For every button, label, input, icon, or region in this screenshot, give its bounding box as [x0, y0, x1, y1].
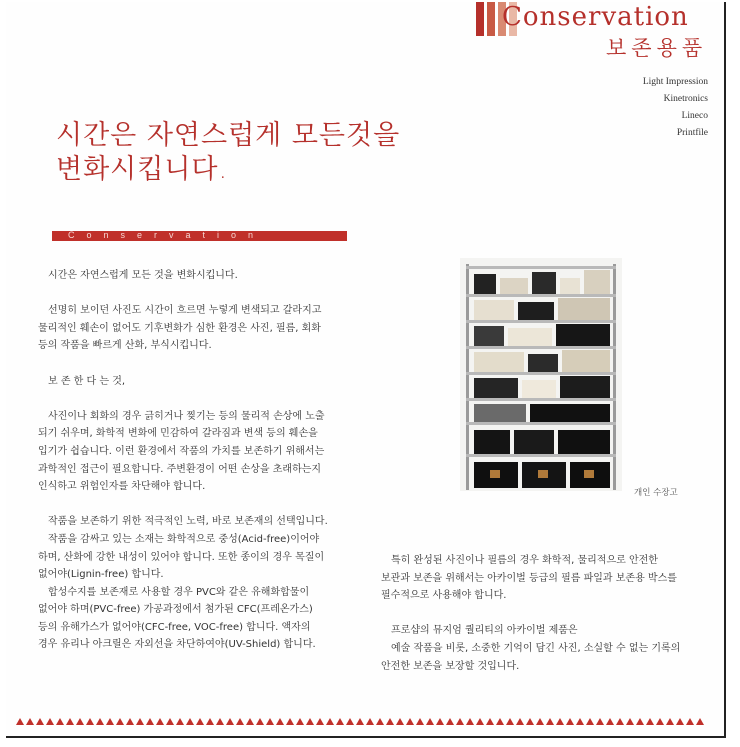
paragraph-line: 등의 작품을 빠르게 산화, 부식시킵니다. — [38, 340, 212, 352]
border-triangle — [16, 718, 24, 725]
paragraph-line: 선명히 보이던 사진도 시간이 흐르면 누렇게 변색되고 갈라지고 — [48, 305, 322, 317]
border-triangle — [586, 718, 594, 725]
border-triangle — [346, 718, 354, 725]
border-triangle — [306, 718, 314, 725]
border-triangle — [696, 718, 704, 725]
border-triangle — [96, 718, 104, 725]
border-triangle — [446, 718, 454, 725]
paragraph-line: 사진이나 회화의 경우 긁히거나 찢기는 등의 물리적 손상에 노출 — [48, 410, 325, 422]
border-triangle — [596, 718, 604, 725]
border-triangle — [566, 718, 574, 725]
paragraph-line: 없어야(Lignin-free) 합니다. — [38, 569, 164, 581]
border-triangle — [236, 718, 244, 725]
border-triangle — [486, 718, 494, 725]
border-triangle — [496, 718, 504, 725]
border-triangle — [556, 718, 564, 725]
paragraph-line: 인식하고 위험인자를 차단해야 합니다. — [38, 481, 206, 493]
border-triangle — [636, 718, 644, 725]
footer-triangle-border — [16, 718, 712, 726]
paragraph-line: 프로샵의 뮤지엄 퀄리티의 아카이벌 제품은 — [391, 625, 578, 637]
border-triangle — [56, 718, 64, 725]
subheading: 보 존 한 다 는 것, — [48, 375, 126, 387]
border-triangle — [46, 718, 54, 725]
border-triangle — [646, 718, 654, 725]
border-triangle — [366, 718, 374, 725]
border-triangle — [156, 718, 164, 725]
paragraph-line: 안전한 보존을 보장할 것입니다. — [381, 660, 520, 672]
border-triangle — [326, 718, 334, 725]
border-triangle — [626, 718, 634, 725]
border-triangle — [266, 718, 274, 725]
intro-sentence: 시간은 자연스럽게 모든 것을 변화시킵니다. — [48, 270, 238, 281]
brand-item: Lineco — [681, 111, 708, 121]
border-triangle — [196, 718, 204, 725]
border-triangle — [386, 718, 394, 725]
paragraph-line: 물리적인 훼손이 없어도 기후변화가 심한 환경은 사진, 필름, 회화 — [38, 322, 321, 334]
page-headline — [56, 119, 400, 187]
paragraph-line: 되기 쉬우며, 화학적 변화에 민감하여 갈라짐과 변색 등의 훼손을 — [38, 428, 318, 440]
border-triangle — [606, 718, 614, 725]
border-triangle — [686, 718, 694, 725]
brochure-page — [6, 2, 726, 738]
border-triangle — [676, 718, 684, 725]
paragraph-line: 특히 완성된 사진이나 필름의 경우 화학적, 물리적으로 안전한 — [391, 555, 658, 566]
border-triangle — [246, 718, 254, 725]
paragraph-line: 작품을 보존하기 위한 적극적인 노력, 바로 보존재의 선택입니다. — [48, 516, 328, 528]
border-triangle — [86, 718, 94, 725]
border-triangle — [466, 718, 474, 725]
border-triangle — [276, 718, 284, 725]
border-triangle — [116, 718, 124, 725]
brand-title-en: Conservation — [502, 2, 689, 32]
border-triangle — [376, 718, 384, 725]
border-triangle — [476, 718, 484, 725]
paragraph-line: 하며, 산화에 강한 내성이 있어야 합니다. 또한 종이의 경우 목질이 — [38, 551, 325, 563]
border-triangle — [226, 718, 234, 725]
border-triangle — [416, 718, 424, 725]
border-triangle — [536, 718, 544, 725]
border-triangle — [436, 718, 444, 725]
border-triangle — [406, 718, 414, 725]
border-triangle — [256, 718, 264, 725]
border-triangle — [336, 718, 344, 725]
border-triangle — [526, 718, 534, 725]
section-band-label: Conservation — [68, 230, 266, 240]
border-triangle — [356, 718, 364, 725]
brand-title-ko: 보존용품 — [606, 36, 708, 60]
border-triangle — [426, 718, 434, 725]
brand-item: Kinetronics — [663, 94, 708, 104]
paragraph-line: 보관과 보존을 위해서는 아카이벌 등급의 필름 파일과 보존용 박스를 — [381, 572, 677, 584]
border-triangle — [656, 718, 664, 725]
border-triangle — [66, 718, 74, 725]
border-triangle — [516, 718, 524, 725]
paragraph-line: 과학적인 접근이 필요합니다. 주변환경이 어떤 손상을 초래하는지 — [38, 463, 322, 475]
headline-line-2: 변화시킵니다. — [56, 154, 229, 185]
border-triangle — [456, 718, 464, 725]
border-triangle — [36, 718, 44, 725]
border-triangle — [76, 718, 84, 725]
border-triangle — [546, 718, 554, 725]
paragraph-line: 예술 작품을 비롯, 소중한 기억이 담긴 사진, 소실할 수 없는 기록의 — [391, 642, 681, 654]
section-band — [52, 231, 347, 241]
brand-item: Light Impression — [642, 77, 708, 87]
border-triangle — [616, 718, 624, 725]
paragraph-line: 입기가 쉽습니다. 이런 환경에서 작품의 가치를 보존하기 위해서는 — [38, 445, 325, 457]
border-triangle — [286, 718, 294, 725]
paragraph-line: 합성수지를 보존재로 사용할 경우 PVC와 같은 유해화합물이 — [48, 586, 310, 598]
left-text-column — [38, 267, 354, 654]
paragraph-line: 없어야 하며(PVC-free) 가공과정에서 첨가된 CFC(프레온가스) — [38, 604, 313, 616]
paragraph-line: 경우 유리나 아크릴은 자외선을 차단하여야(UV-Shield) 합니다. — [38, 639, 316, 651]
border-triangle — [216, 718, 224, 725]
border-triangle — [166, 718, 174, 725]
border-triangle — [666, 718, 674, 725]
border-triangle — [26, 718, 34, 725]
border-triangle — [176, 718, 184, 725]
border-triangle — [186, 718, 194, 725]
paragraph-line: 등의 유해가스가 없어야(CFC-free, VOC-free) 합니다. 액자의 — [38, 621, 311, 633]
border-triangle — [396, 718, 404, 725]
photo-caption: 개인 수장고 — [634, 488, 678, 498]
stripe-2 — [487, 2, 495, 36]
border-triangle — [316, 718, 324, 725]
border-triangle — [136, 718, 144, 725]
border-triangle — [576, 718, 584, 725]
border-triangle — [296, 718, 304, 725]
stripe-1 — [476, 2, 484, 36]
border-triangle — [146, 718, 154, 725]
border-triangle — [206, 718, 214, 725]
brand-item: Printfile — [676, 128, 708, 138]
storage-shelf-photo — [460, 258, 622, 491]
border-triangle — [126, 718, 134, 725]
right-text-column — [381, 552, 701, 675]
headline-line-1: 시간은 자연스럽게 모든것을 — [56, 120, 401, 151]
border-triangle — [106, 718, 114, 725]
paragraph-line: 작품을 감싸고 있는 소재는 화학적으로 중성(Acid-free)이어야 — [48, 533, 320, 545]
border-triangle — [506, 718, 514, 725]
paragraph-line: 필수적으로 사용해야 합니다. — [381, 590, 507, 602]
product-brand-list — [643, 74, 708, 142]
